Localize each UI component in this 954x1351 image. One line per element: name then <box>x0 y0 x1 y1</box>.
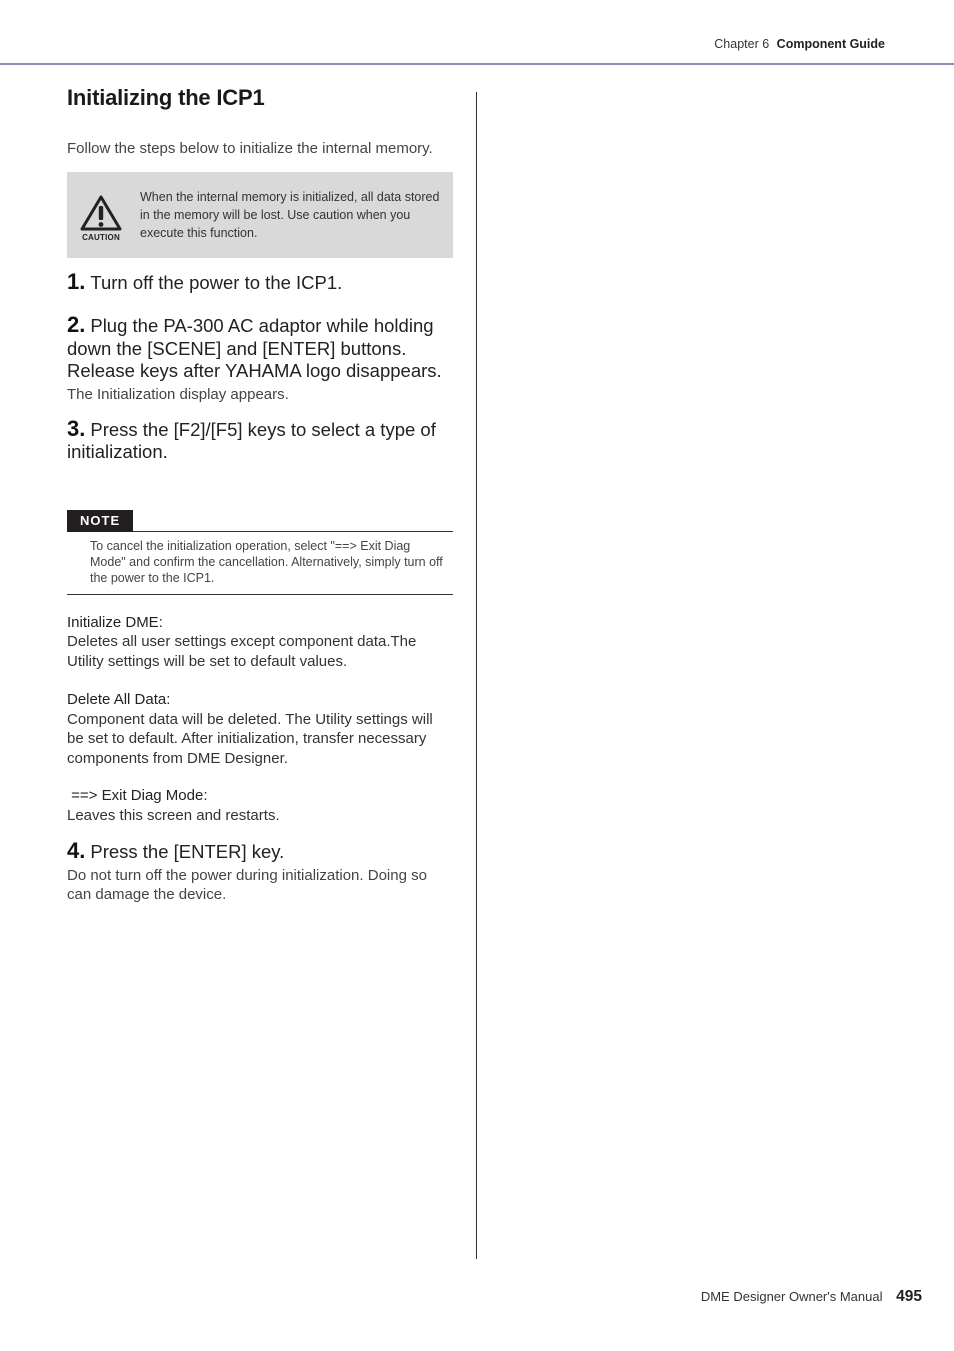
step-number: 2. <box>67 312 86 337</box>
option-description: Deletes all user settings except component data.The Utility settings will be set to default values. <box>67 633 417 670</box>
step-3 <box>67 415 453 464</box>
option-title: Delete All Data: <box>67 691 171 708</box>
step-text: Press the [F2]/[F5] keys to select a type of initialization. <box>67 418 436 462</box>
note-bottom-rule <box>67 594 453 595</box>
note-block <box>67 510 453 595</box>
note-label: NOTE <box>67 510 133 532</box>
caution-label: CAUTION <box>82 232 120 242</box>
option-description: Leaves this screen and restarts. <box>67 806 280 824</box>
step-number: 3. <box>67 415 86 441</box>
column-divider <box>476 92 477 1259</box>
step-text: Turn off the power to the ICP1. <box>90 271 343 293</box>
running-header <box>714 37 885 51</box>
header-rule <box>0 63 954 65</box>
intro-paragraph: Follow the steps below to initialize the internal memory. <box>67 140 433 157</box>
option-title: Initialize DME: <box>67 613 163 631</box>
section-title: Initializing the ICP1 <box>67 85 265 110</box>
step-4 <box>67 840 453 864</box>
option-title: ==> Exit Diag Mode: <box>67 787 208 804</box>
option-description: Component data will be deleted. The Utility settings will be set to default. After initialization, transfer necessary components from DME Designer. <box>67 710 433 767</box>
chapter-label: Chapter 6 <box>714 37 770 51</box>
step-number: 1. <box>67 268 86 294</box>
step-1 <box>67 268 453 295</box>
option-delete-all-data <box>67 690 453 768</box>
manual-title: DME Designer Owner's Manual <box>700 1289 883 1304</box>
left-column <box>67 84 453 904</box>
page-number: 495 <box>896 1288 922 1305</box>
option-initialize-dme <box>67 613 453 672</box>
note-text: To cancel the initialization operation, select "==> Exit Diag Mode" and confirm the cancellation. Alternatively, simply turn off the power to the ICP1. <box>90 538 443 585</box>
step-2-result: The Initialization display appears. <box>67 385 289 403</box>
step-text: Press the [ENTER] key. <box>90 841 285 862</box>
page-footer <box>701 1288 922 1306</box>
step-number: 4. <box>67 838 86 863</box>
step-text: Plug the PA-300 AC adaptor while holding down the [SCENE] and [ENTER] buttons. Release keys after YAHAMA logo disappears. <box>67 315 442 381</box>
warning-triangle-icon <box>79 194 123 244</box>
chapter-title: Component Guide <box>776 37 885 51</box>
caution-box <box>67 172 453 258</box>
step-4-warning: Do not turn off the power during initialization. Doing so can damage the device. <box>67 866 427 903</box>
step-2 <box>67 314 453 383</box>
caution-text: When the internal memory is initialized, all data stored in the memory will be lost. Use caution when you execute this function. <box>140 189 440 240</box>
option-exit-diag-mode <box>67 786 453 825</box>
